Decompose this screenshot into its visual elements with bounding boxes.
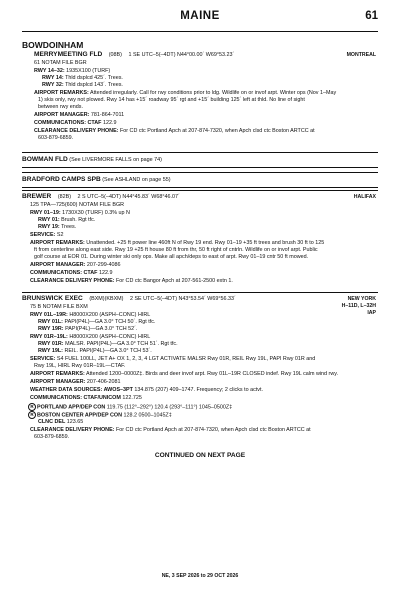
clearance-phone: CLEARANCE DELIVERY PHONE: For CD ctc Portland Apch at 207-874-7320, when Apch clsd ctc Boston ARTCC at [34,128,315,134]
airport-info: 1 SE UTC–5(–4DT) N44°00.00´ W69°53.23´ [128,52,235,58]
bowman-ref: (See LIVERMORE FALLS on page 74) [69,157,162,163]
brewer-elev: 125 TPA—725(600) NOTAM FILE BGR [30,202,125,208]
bowman-name: BOWMAN FLD [22,156,68,163]
sectional-label: MONTREAL [346,52,376,58]
brunswick-elev: 75 B NOTAM FILE BXM [30,304,88,310]
brunswick-rwy-19r: RWY 19R: PAPI(P4L)—GA 3.0° TCH 52´. [38,326,138,332]
airport-line-merrymeeting [34,51,234,59]
brunswick-weather: WEATHER DATA SOURCES: AWOS–3PT 134.875 (207) 409–1747. Frequency; 2 clicks to actvt. [30,387,263,393]
brewer-remarks: AIRPORT REMARKS: Unattended. +25 ft power line 460ft N of Rwy 19 end. Rwy 01–19 +35 ft trees and brush 30 ft to 125 [30,240,325,246]
brunswick-clnc-del: CLNC DEL 123.65 [38,419,84,425]
brewer-comms: COMMUNICATIONS: CTAF 122.9 [30,270,113,276]
section-rule [22,190,378,191]
brunswick-rwy-01r-19l: RWY 01R–19L: H8000X200 (ASPH–CONC) HIRL [30,334,151,340]
runway-32-line: RWY 32: Thld dsplcd 143´. Trees. [42,82,123,88]
brunswick-remarks: AIRPORT REMARKS: Attended 1200–0000Z‡. Birds and deer invof arpt. Rwy 01L–19R CLOSED indef. Rwy 19L calm wind rwy. [30,371,339,377]
brewer-manager: AIRPORT MANAGER: 207-299-4086 [30,262,121,268]
cross-ref-bradford [22,172,378,188]
brunswick-clearance-2: 603-879-6859. [34,434,70,440]
page-footer: NE, 3 SEP 2026 to 29 OCT 2026 [161,573,239,579]
brunswick-info: 2 SE UTC–5(–4DT) N43°53.54´ W69°56.33´ [129,296,236,302]
brunswick-rwy-19l: RWY 19L: REIL. PAPI(P4L)—GA 3.0° TCH 53´. [38,348,152,354]
brunswick-boston-app: R BOSTON CENTER APP/DEP CON 128.2 0500–1045Z‡ [28,411,172,419]
brewer-service: SERVICE: S2 [30,232,64,238]
section-rule [22,292,378,293]
brunswick-rwy-01l: RWY 01L: PAPI(P4L)—GA 3.0° TCH 50´. Rgt tfc. [38,319,156,325]
brunswick-rwy-01l-19r: RWY 01L–19R: H8000X200 (ASPH–CONC) HIRL [30,312,151,318]
bradford-ref: (See ASHLAND on page 55) [102,177,171,183]
brunswick-name: BRUNSWICK EXEC [22,295,83,302]
brewer-sectional: HALIFAX [353,194,376,200]
airport-name: MERRYMEETING FLD [34,51,103,58]
brunswick-comms: COMMUNICATIONS: CTAF/UNICOM 122.725 [30,395,142,401]
airport-remarks: AIRPORT REMARKS: Attended irregularly. Call for rwy conditions prior to ldg. Wildlife on or invof arpt. Winter ops (Nov 1–May [34,90,337,96]
brewer-remarks-3: golf course at EOR 01. During winter ski only ops. Make all apch/deps to east of arpt. Rwy 01–19 cntr 50 ft mowed. [34,254,309,260]
brewer-id: (82B) [57,194,71,200]
brunswick-rwy-01r: RWY 01R: MALSR. PAPI(P4L)—GA 3.0° TCH 51´. Rgt tfc. [38,341,178,347]
radar-icon: R [28,411,36,419]
brewer-clearance: CLEARANCE DELIVERY PHONE: For CD ctc Bangor Apch at 207-561-2500 extn 1. [30,278,233,284]
brunswick-manager: AIRPORT MANAGER: 207-406-2081 [30,379,121,385]
brunswick-service-2: Rwy 19L, HIRL Rwy 01R–19L—CTAF. [34,363,126,369]
brunswick-right: NEW YORK H–11D, L–32H IAP [341,296,376,316]
page-header [22,10,378,28]
runway-14-line: RWY 14: Thld dsplcd 425´. Trees. [42,75,123,81]
brunswick-portland-app: R PORTLAND APP/DEP CON 119.75 (112°–292°) 120.4 (293°–111°) 1045–0500Z‡ [28,403,232,411]
page-number: 61 [365,10,378,22]
brewer-remarks-2: ft from centerline along east side. Rwy 19 +25 ft house 80 ft from thr, 50 ft right of cntrln. Wildlife on or invof arpt. Public [34,247,318,253]
brunswick-id: (BXM)(KBXM) [89,296,124,302]
header-rule [22,31,378,32]
brewer-name: BREWER [22,193,52,200]
bradford-name: BRADFORD CAMPS SPB [22,176,101,183]
airport-manager: AIRPORT MANAGER: 781-864-7011 [34,112,125,118]
state-title: MAINE [180,10,220,22]
brewer-line [22,193,180,201]
communications: COMMUNICATIONS: CTAF 122.9 [34,120,117,126]
brewer-runway: RWY 01–19: 1730X30 (TURF) 0.3% up N [30,210,130,216]
continued-notice: CONTINUED ON NEXT PAGE [154,452,246,459]
radar-icon: R [28,403,36,411]
cross-ref-bowman [22,152,378,168]
clearance-phone-2: 603-879-6859. [38,135,74,141]
brunswick-clearance: CLEARANCE DELIVERY PHONE: For CD ctc Portland Apch at 207-874-7320, when Apch clsd ctc Boston ARTCC at [30,427,311,433]
airport-id: (08B) [108,52,122,58]
brewer-info: 2 S UTC–5(–4DT) N44°45.83´ W68°46.07´ [77,194,180,200]
brewer-rwy19: RWY 19: Trees. [38,224,77,230]
airport-remarks-2: 1) skis only, rwy not plowed. Rwy 14 has +15´ roadway 95´ rgt and +15´ building 125´ left at thld. No line of sight [38,97,305,103]
brewer-rwy01: RWY 01: Brush. Rgt tfc. [38,217,96,223]
airport-remarks-3: between rwy ends. [38,104,83,110]
runway-line: RWY 14–32: 1935X100 (TURF) [34,68,111,74]
brunswick-line [22,295,236,303]
brunswick-service: SERVICE: S4 FUEL 100LL, JET A+ OX 1, 2, 3, 4 LGT ACTIVATE MALSR Rwy 01R, REIL Rwy 19L, PAPI Rwy 01R and [30,356,316,362]
elev-notam-line: 61 NOTAM FILE BGR [34,60,87,66]
city-bowdoinham: BOWDOINHAM [22,40,84,50]
